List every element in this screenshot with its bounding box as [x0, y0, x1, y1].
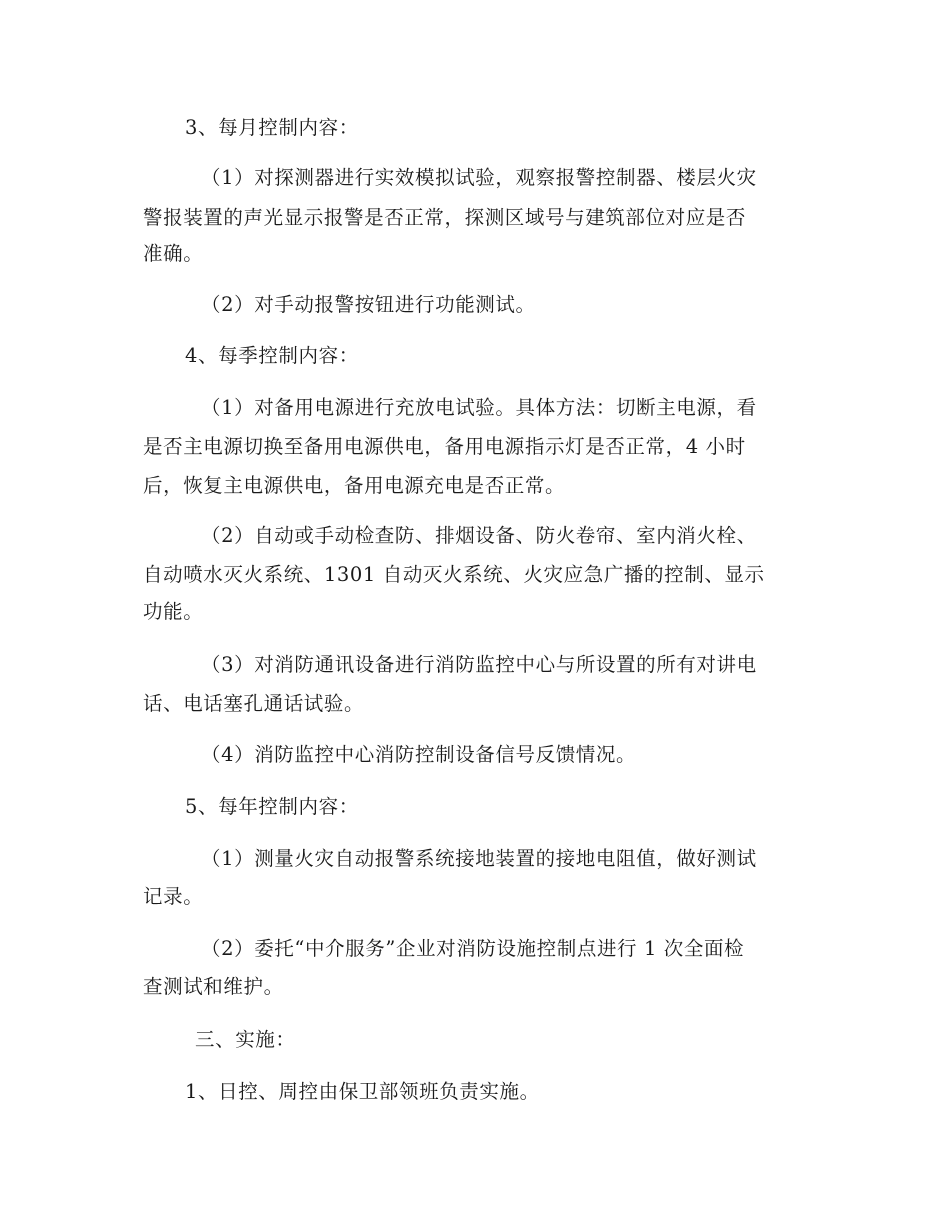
paragraph-line: （1）测量火灾自动报警系统接地装置的接地电阻值，做好测试: [201, 847, 757, 870]
heading-monthly: 3、每月控制内容：: [185, 116, 359, 139]
heading-quarterly: 4、每季控制内容：: [185, 344, 359, 367]
paragraph-line: （2）委托“中介服务”企业对消防设施控制点进行 1 次全面检: [201, 937, 745, 960]
paragraph-line: 后，恢复主电源供电，备用电源充电是否正常。: [143, 474, 566, 497]
paragraph-line: 准确。: [143, 242, 204, 265]
paragraph-line: 功能。: [143, 600, 204, 623]
paragraph-line: （2）自动或手动检查防、排烟设备、防火卷帘、室内消火栓、: [201, 524, 757, 547]
paragraph-line: 记录。: [143, 885, 204, 908]
paragraph-line: （1）对备用电源进行充放电试验。具体方法：切断主电源，看: [201, 396, 757, 419]
paragraph-line: （2）对手动报警按钮进行功能测试。: [201, 293, 536, 316]
section-heading-implementation: 三、实施：: [195, 1028, 296, 1051]
paragraph-line: 查测试和维护。: [143, 975, 284, 998]
paragraph-line: 是否主电源切换至备用电源供电，备用电源指示灯是否正常，4 小时: [143, 435, 746, 458]
paragraph-line: 警报装置的声光显示报警是否正常，探测区域号与建筑部位对应是否: [143, 206, 747, 229]
heading-yearly: 5、每年控制内容：: [185, 795, 359, 818]
paragraph-line: （3）对消防通讯设备进行消防监控中心与所设置的所有对讲电: [201, 653, 757, 676]
paragraph-line: 1、日控、周控由保卫部领班负责实施。: [185, 1080, 540, 1103]
paragraph-line: （4）消防监控中心消防控制设备信号反馈情况。: [201, 743, 637, 766]
paragraph-line: （1）对探测器进行实效模拟试验，观察报警控制器、楼层火灾: [201, 166, 757, 189]
paragraph-line: 自动喷水灭火系统、1301 自动灭火系统、火灾应急广播的控制、显示: [143, 563, 765, 586]
paragraph-line: 话、电话塞孔通话试验。: [143, 692, 365, 715]
